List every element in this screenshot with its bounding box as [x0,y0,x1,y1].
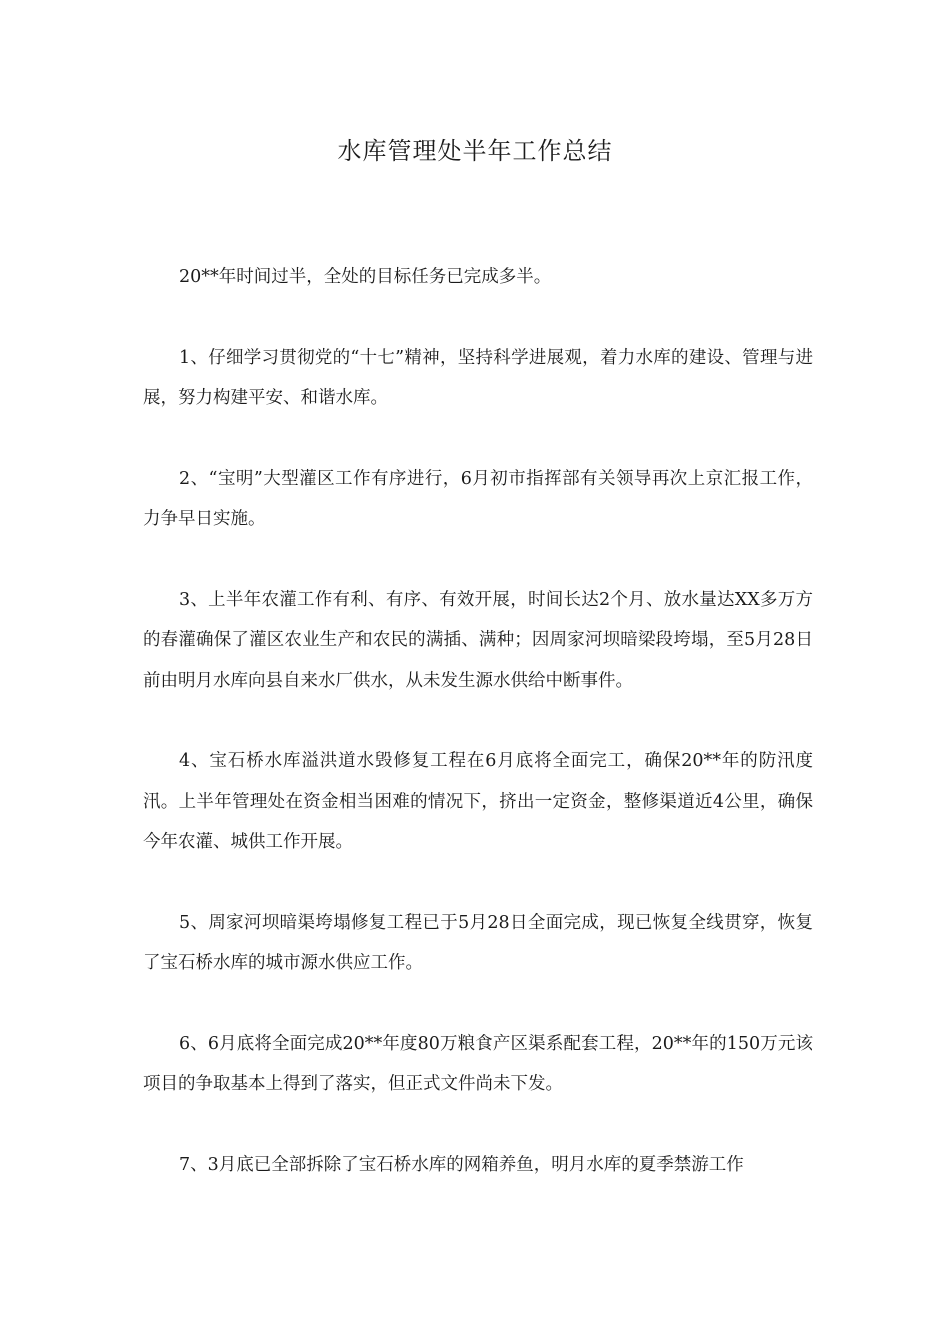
paragraph-item-3: 3、上半年农灌工作有利、有序、有效开展，时间长达2个月、放水量达XX多万方的春灌确保了灌区农业生产和农民的满插、满种；因周家河坝暗梁段垮塌，至5月28日前由明月水库向县自来水厂供水，从未发生源水供给中断事件。 [143,589,813,691]
document-title: 水库管理处半年工作总结 [337,137,613,165]
paragraph-item-5: 5、周家河坝暗渠垮塌修复工程已于5月28日全面完成，现已恢复全线贯穿，恢复了宝石桥水库的城市源水供应工作。 [143,912,813,973]
paragraph-item-2: 2、“宝明”大型灌区工作有序进行，6月初市指挥部有关领导再次上京汇报工作，力争早日实施。 [143,468,813,529]
document-body [143,257,813,1225]
paragraph-item-7: 7、3月底已全部拆除了宝石桥水库的网箱养鱼，明月水库的夏季禁游工作 [179,1154,744,1175]
paragraph-item-1: 1、仔细学习贯彻党的“十七”精神，坚持科学进展观，着力水库的建设、管理与进展，努力构建平安、和谐水库。 [143,347,813,408]
paragraph-item-6: 6、6月底将全面完成20**年度80万粮食产区渠系配套工程，20**年的150万元该项目的争取基本上得到了落实，但正式文件尚未下发。 [143,1033,813,1094]
paragraph-intro: 20**年时间过半，全处的目标任务已完成多半。 [179,267,552,287]
paragraph-item-4: 4、宝石桥水库溢洪道水毁修复工程在6月底将全面完工，确保20**年的防汛度汛。上半年管理处在资金相当困难的情况下，挤出一定资金，整修渠道近4公里，确保今年农灌、城供工作开展。 [143,751,813,852]
